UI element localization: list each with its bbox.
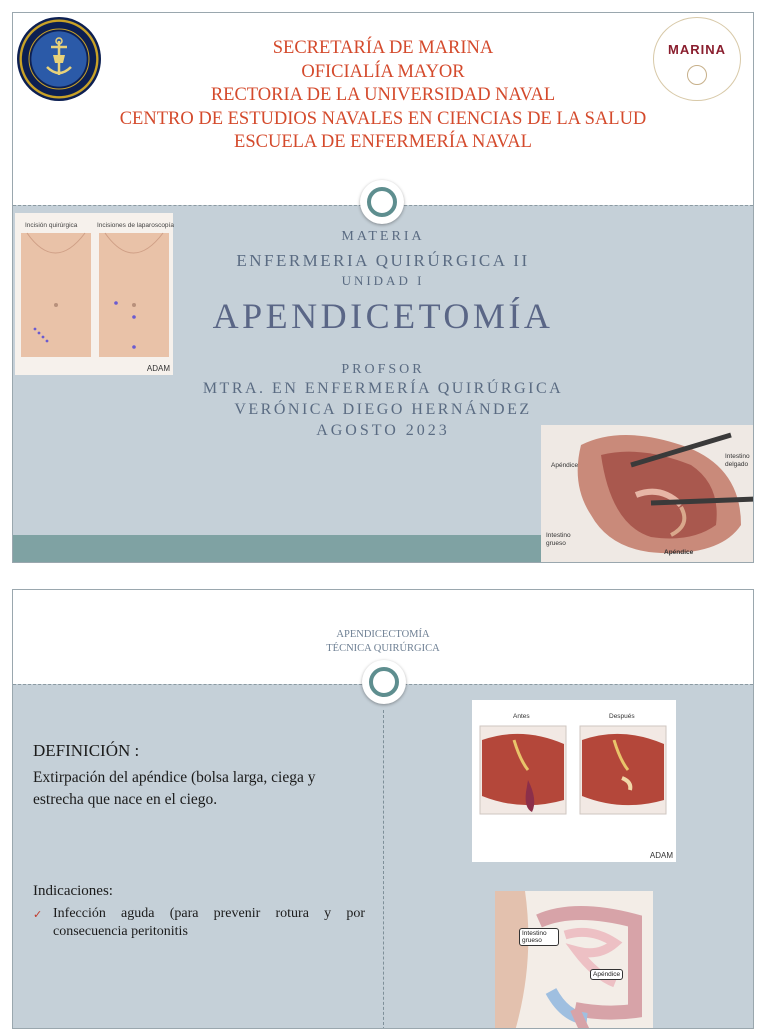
unit-label: UNIDAD I: [341, 273, 425, 288]
image-caption: Incisiones de laparoscopía: [97, 222, 174, 229]
professor-title: MTRA. EN ENFERMERÍA QUIRÚRGICA: [202, 380, 564, 397]
image-credit: ADAM: [146, 364, 170, 373]
definition-label: DEFINICIÓN :: [33, 741, 140, 760]
image-caption: Después: [609, 713, 635, 720]
technique-slide: [12, 589, 754, 1029]
appendix-surgery-image: [541, 425, 754, 563]
presentation-date: AGOSTO 2023: [316, 422, 450, 439]
before-after-image: [472, 700, 676, 862]
slide-title: [13, 628, 753, 656]
colon-diagram-image: [495, 891, 653, 1029]
course-name: ENFERMERIA QUIRÚRGICA II: [236, 251, 530, 270]
check-icon: ✓: [33, 908, 43, 921]
header-line: ESCUELA DE ENFERMERÍA NAVAL: [234, 132, 532, 152]
page-title: APENDICETOMÍA: [212, 296, 554, 336]
ring-ornament-icon: [362, 660, 406, 704]
marina-logo: [653, 17, 741, 101]
subject-label: MATERIA: [341, 229, 425, 244]
column-divider: [383, 710, 384, 1029]
image-label: Intestino grueso: [519, 928, 559, 946]
indications-list: [33, 905, 365, 941]
image-label: Apéndice: [590, 969, 623, 980]
image-label: Intestino grueso: [546, 532, 571, 547]
ring-ornament-icon: [360, 180, 404, 224]
header-line: OFICIALÍA MAYOR: [301, 61, 465, 82]
professor-label: PROFSOR: [341, 362, 425, 377]
image-caption: Incisión quirúrgica: [25, 222, 78, 229]
list-item: [33, 905, 365, 941]
header-line: RECTORIA DE LA UNIVERSIDAD NAVAL: [210, 85, 556, 105]
image-label: Intestino delgado: [725, 453, 750, 468]
definition-text: Extirpación del apéndice (bolsa larga, ciega y estrecha que nace en el ciego.: [33, 769, 316, 808]
title-slide-header: [13, 13, 753, 205]
image-label: Apéndice: [551, 462, 579, 469]
image-caption: Apéndice: [664, 549, 694, 556]
image-caption: Antes: [513, 713, 530, 720]
marina-logo-text: MARINA: [668, 42, 726, 57]
abdomen-incisions-image: [15, 213, 173, 375]
header-line: SECRETARÍA DE MARINA: [272, 38, 494, 58]
professor-name: VERÓNICA DIEGO HERNÁNDEZ: [234, 401, 532, 418]
institution-header: [13, 37, 753, 155]
header-line: CENTRO DE ESTUDIOS NAVALES EN CIENCIAS DE LA SALUD: [119, 108, 647, 129]
seal-icon: [687, 65, 707, 85]
slide-title-line: APENDICECTOMÍA: [336, 629, 430, 640]
indications-label: Indicaciones:: [33, 883, 113, 899]
list-item-text: Infección aguda (para prevenir rotura y por consecuencia peritonitis: [53, 906, 365, 939]
title-slide: [12, 12, 754, 563]
slide-title-line: TÉCNICA QUIRÚRGICA: [326, 643, 440, 654]
image-credit: ADAM: [649, 851, 673, 860]
